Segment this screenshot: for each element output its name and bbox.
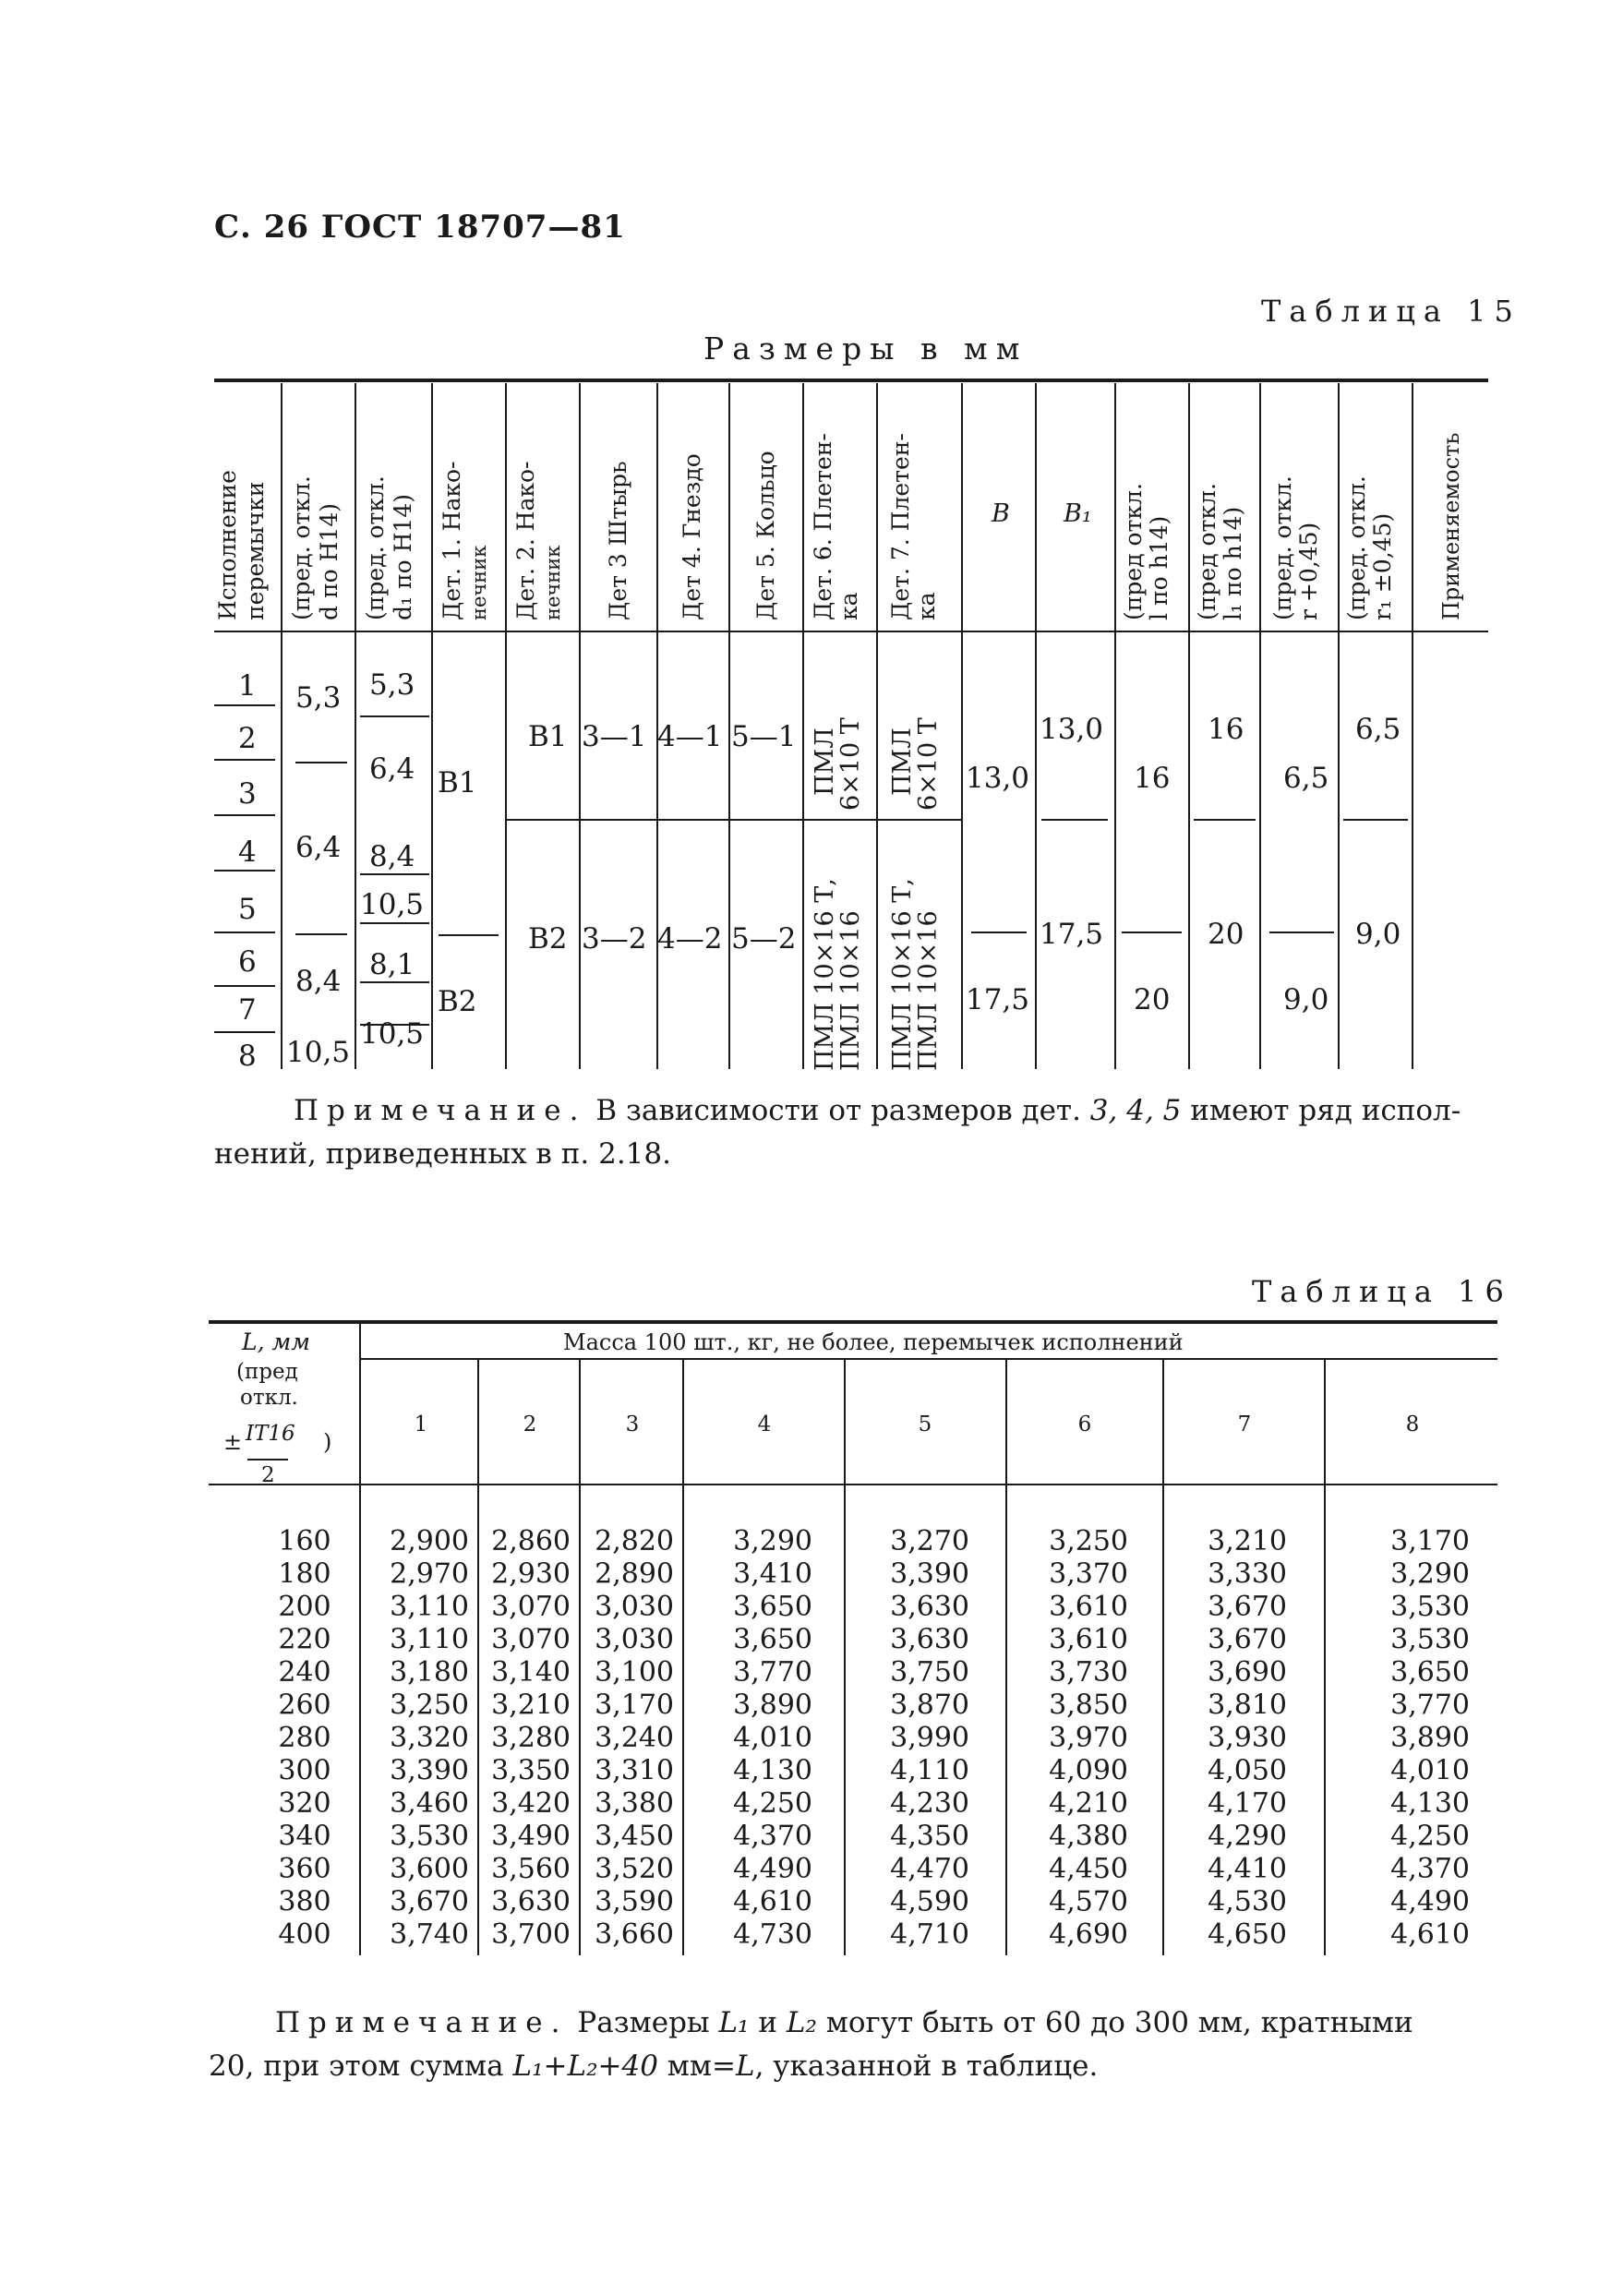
row-4: 4 bbox=[238, 835, 257, 869]
mass-cell: 3,600 bbox=[390, 1853, 469, 1885]
mass-cell: 3,670 bbox=[1208, 1623, 1287, 1656]
table15-units: Размеры в мм bbox=[703, 331, 1028, 367]
det7-pml-a: ПМЛ bbox=[888, 727, 917, 796]
mass-cell: 3,110 bbox=[390, 1623, 469, 1656]
mass-cell: 4,410 bbox=[1208, 1853, 1287, 1885]
row-5: 5 bbox=[238, 893, 257, 926]
h-det6-1: Дет. 6. Плетен- bbox=[810, 433, 836, 620]
mass-cell: 4,050 bbox=[1208, 1754, 1287, 1787]
mass-cell: 4,450 bbox=[1049, 1853, 1128, 1885]
det3-2: 3—2 bbox=[582, 922, 647, 956]
mass-cell: 3,560 bbox=[491, 1853, 571, 1885]
mass-cell: 3,520 bbox=[595, 1853, 674, 1885]
det7-6x10: 6×10 Т bbox=[914, 717, 943, 811]
B1-17-5: 17,5 bbox=[1040, 918, 1104, 951]
mass-cell: 4,610 bbox=[1390, 1918, 1470, 1951]
mass-cell: 4,610 bbox=[733, 1885, 812, 1918]
h-l-2: l по h14) bbox=[1146, 515, 1172, 620]
mass-cell: 3,030 bbox=[595, 1591, 674, 1623]
mass-cell: 4,710 bbox=[890, 1918, 969, 1951]
mass-cell: 3,280 bbox=[491, 1722, 571, 1754]
length-cell: 300 bbox=[278, 1754, 331, 1787]
h-d1-1: (пред. откл. bbox=[362, 475, 389, 620]
length-cell: 220 bbox=[278, 1623, 331, 1656]
det5-1: 5—1 bbox=[731, 720, 797, 753]
row-6: 6 bbox=[238, 945, 257, 979]
h-r-1: (пред. откл. bbox=[1269, 475, 1296, 620]
stub-pm: ± bbox=[223, 1429, 243, 1455]
mass-cell: 3,690 bbox=[1208, 1656, 1287, 1689]
h-l1-2: l₁ по h14) bbox=[1220, 506, 1246, 620]
mass-cell: 4,650 bbox=[1208, 1918, 1287, 1951]
length-cell: 280 bbox=[278, 1722, 331, 1754]
l1-20: 20 bbox=[1208, 918, 1244, 951]
l-20: 20 bbox=[1134, 983, 1171, 1016]
mass-cell: 3,850 bbox=[1049, 1689, 1128, 1722]
mass-cell: 4,010 bbox=[733, 1722, 812, 1754]
det1-b1: В1 bbox=[438, 766, 477, 799]
h-r1-2: r₁ ±0,45) bbox=[1369, 512, 1396, 620]
det4-2: 4—2 bbox=[657, 922, 723, 956]
mass-cell: 3,030 bbox=[595, 1623, 674, 1656]
table15-note-lead: Примечание. bbox=[294, 1094, 587, 1127]
l-16: 16 bbox=[1134, 762, 1171, 795]
h-l1-1: (пред откл. bbox=[1194, 483, 1220, 620]
mass-cell: 3,070 bbox=[491, 1623, 571, 1656]
d1-10-5a: 10,5 bbox=[360, 888, 425, 921]
d1-10-5b: 10,5 bbox=[360, 1017, 425, 1051]
det7-pml-c: ПМЛ 10×16 bbox=[914, 910, 943, 1071]
h-primenyaemost: Применяемость bbox=[1438, 432, 1464, 620]
mass-cell: 4,490 bbox=[733, 1853, 812, 1885]
mass-cell: 3,650 bbox=[733, 1591, 812, 1623]
d1-5-3: 5,3 bbox=[369, 668, 415, 702]
det6-6x10: 6×10 Т bbox=[836, 717, 865, 811]
mass-cell: 3,670 bbox=[390, 1885, 469, 1918]
length-cell: 320 bbox=[278, 1787, 331, 1820]
mass-cell: 4,250 bbox=[1390, 1820, 1470, 1853]
mass-cell: 3,730 bbox=[1049, 1656, 1128, 1689]
stub-2: 2 bbox=[261, 1463, 275, 1487]
h-det2-1: Дет. 2. Нако- bbox=[512, 461, 539, 620]
mass-cell: 4,370 bbox=[1390, 1853, 1470, 1885]
mass-cell: 4,130 bbox=[1390, 1787, 1470, 1820]
mass-cell: 3,890 bbox=[733, 1689, 812, 1722]
mass-cell: 4,210 bbox=[1049, 1787, 1128, 1820]
h-ispolnenie-2: перемычки bbox=[242, 481, 269, 620]
mass-cell: 3,110 bbox=[390, 1591, 469, 1623]
det4-1: 4—1 bbox=[657, 720, 723, 753]
h-det7-1: Дет. 7. Плетен- bbox=[887, 433, 914, 620]
mass-cell: 4,490 bbox=[1390, 1885, 1470, 1918]
mass-cell: 3,070 bbox=[491, 1591, 571, 1623]
mass-cell: 2,860 bbox=[491, 1525, 571, 1557]
mass-cell: 3,410 bbox=[733, 1557, 812, 1591]
col-3: 3 bbox=[625, 1412, 640, 1437]
B1-13-0: 13,0 bbox=[1040, 713, 1104, 746]
h-det7-2: ка bbox=[913, 592, 940, 620]
mass-cell: 3,420 bbox=[491, 1787, 571, 1820]
mass-cell: 3,650 bbox=[1390, 1656, 1470, 1689]
mass-cell: 3,290 bbox=[733, 1525, 812, 1557]
det6-pml-a: ПМЛ bbox=[811, 727, 839, 796]
d-6-4: 6,4 bbox=[295, 831, 342, 864]
d1-8-4: 8,4 bbox=[369, 840, 415, 873]
mass-cell: 4,380 bbox=[1049, 1820, 1128, 1853]
det3-1: 3—1 bbox=[582, 720, 647, 753]
mass-cell: 4,370 bbox=[733, 1820, 812, 1853]
length-cell: 240 bbox=[278, 1656, 331, 1689]
det6-pml-c: ПМЛ 10×16 bbox=[836, 910, 865, 1071]
h-ispolnenie-1: Исполнение bbox=[214, 470, 241, 620]
d1-6-4: 6,4 bbox=[369, 752, 415, 786]
mass-cell: 3,210 bbox=[1208, 1525, 1287, 1557]
mass-cell: 3,350 bbox=[491, 1754, 571, 1787]
mass-cell: 4,530 bbox=[1208, 1885, 1287, 1918]
mass-cell: 3,240 bbox=[595, 1722, 674, 1754]
d-8-4: 8,4 bbox=[295, 965, 342, 998]
stub-it16: IT16 bbox=[246, 1422, 295, 1446]
mass-cell: 3,590 bbox=[595, 1885, 674, 1918]
mass-cell: 3,140 bbox=[491, 1656, 571, 1689]
det7-pml-b: ПМЛ 10×16 Т, bbox=[888, 878, 917, 1071]
r1-9-0: 9,0 bbox=[1355, 918, 1401, 951]
stub-L: L, мм bbox=[242, 1328, 310, 1355]
mass-cell: 4,110 bbox=[890, 1754, 969, 1787]
mass-cell: 3,670 bbox=[1208, 1591, 1287, 1623]
mass-cell: 3,740 bbox=[390, 1918, 469, 1951]
col-6: 6 bbox=[1077, 1412, 1092, 1437]
h-det1-2: нечник bbox=[468, 545, 490, 620]
mass-cell: 3,870 bbox=[890, 1689, 969, 1722]
B-13-0: 13,0 bbox=[966, 762, 1030, 795]
table15-note-line2: нений, приведенных в п. 2.18. bbox=[214, 1137, 671, 1171]
mass-cell: 4,230 bbox=[890, 1787, 969, 1820]
row-2: 2 bbox=[238, 722, 257, 755]
length-cell: 360 bbox=[278, 1853, 331, 1885]
col-5: 5 bbox=[918, 1412, 932, 1437]
stub-paren: ) bbox=[323, 1429, 332, 1455]
mass-cell: 4,290 bbox=[1208, 1820, 1287, 1853]
mass-cell: 4,130 bbox=[733, 1754, 812, 1787]
table16-label: Таблица 16 bbox=[1252, 1274, 1512, 1309]
length-cell: 380 bbox=[278, 1885, 331, 1918]
stub-otkl: откл. bbox=[240, 1386, 298, 1410]
mass-cell: 3,990 bbox=[890, 1722, 969, 1754]
table15-note: Примечание. В зависимости от размеров дет. 3, 4, 5 имеют ряд испол- bbox=[294, 1094, 1461, 1127]
mass-cell: 3,630 bbox=[890, 1591, 969, 1623]
mass-cell: 3,490 bbox=[491, 1820, 571, 1853]
det2-b2: В2 bbox=[528, 922, 568, 956]
col-4: 4 bbox=[757, 1412, 772, 1437]
mass-cell: 3,180 bbox=[390, 1656, 469, 1689]
mass-cell: 3,450 bbox=[595, 1820, 674, 1853]
mass-cell: 3,320 bbox=[390, 1722, 469, 1754]
mass-cell: 4,590 bbox=[890, 1885, 969, 1918]
mass-cell: 3,630 bbox=[890, 1623, 969, 1656]
col-1: 1 bbox=[414, 1412, 428, 1437]
h-r-2: r +0,45) bbox=[1295, 522, 1322, 620]
r-9-0: 9,0 bbox=[1283, 983, 1329, 1016]
h-d-1: (пред. откл. bbox=[288, 475, 315, 620]
det2-b1: В1 bbox=[528, 720, 568, 753]
mass-cell: 3,530 bbox=[390, 1820, 469, 1853]
mass-cell: 3,310 bbox=[595, 1754, 674, 1787]
mass-cell: 4,570 bbox=[1049, 1885, 1128, 1918]
mass-cell: 3,700 bbox=[491, 1918, 571, 1951]
det1-b2: В2 bbox=[438, 985, 477, 1018]
mass-cell: 3,970 bbox=[1049, 1722, 1128, 1754]
col-7: 7 bbox=[1237, 1412, 1252, 1437]
mass-cell: 3,170 bbox=[595, 1689, 674, 1722]
mass-cell: 3,390 bbox=[890, 1557, 969, 1591]
det5-2: 5—2 bbox=[731, 922, 797, 956]
table15 bbox=[0, 0, 1623, 1145]
mass-cell: 3,370 bbox=[1049, 1557, 1128, 1591]
h-det4: Дет 4. Гнездо bbox=[679, 453, 705, 620]
table15-label: Таблица 15 bbox=[1261, 294, 1521, 329]
mass-cell: 3,170 bbox=[1390, 1525, 1470, 1557]
length-cell: 340 bbox=[278, 1820, 331, 1853]
page-header: С. 26 ГОСТ 18707—81 bbox=[214, 209, 626, 246]
mass-cell: 3,930 bbox=[1208, 1722, 1287, 1754]
mass-cell: 2,970 bbox=[390, 1557, 469, 1591]
mass-cell: 4,090 bbox=[1049, 1754, 1128, 1787]
mass-cell: 2,820 bbox=[595, 1525, 674, 1557]
mass-cell: 3,100 bbox=[595, 1656, 674, 1689]
length-cell: 160 bbox=[278, 1525, 331, 1557]
mass-cell: 3,460 bbox=[390, 1787, 469, 1820]
h-r1-1: (пред. откл. bbox=[1343, 475, 1370, 620]
h-det2-2: нечник bbox=[542, 545, 564, 620]
mass-cell: 2,930 bbox=[491, 1557, 571, 1591]
row-1: 1 bbox=[238, 669, 257, 703]
r1-6-5: 6,5 bbox=[1355, 713, 1401, 746]
mass-cell: 3,610 bbox=[1049, 1591, 1128, 1623]
mass-cell: 3,650 bbox=[733, 1623, 812, 1656]
h-det3: Дет 3 Штырь bbox=[605, 461, 631, 620]
mass-cell: 3,530 bbox=[1390, 1591, 1470, 1623]
mass-cell: 3,750 bbox=[890, 1656, 969, 1689]
length-cell: 180 bbox=[278, 1557, 331, 1591]
mass-cell: 4,350 bbox=[890, 1820, 969, 1853]
d1-8-1: 8,1 bbox=[369, 948, 415, 981]
d-10-5: 10,5 bbox=[286, 1036, 351, 1069]
mass-cell: 3,210 bbox=[491, 1689, 571, 1722]
table16-note-lead: Примечание. bbox=[275, 2006, 569, 2039]
h-det5: Дет 5. Кольцо bbox=[752, 451, 779, 620]
r-6-5: 6,5 bbox=[1283, 762, 1329, 795]
mass-cell: 3,770 bbox=[1390, 1689, 1470, 1722]
mass-cell: 4,690 bbox=[1049, 1918, 1128, 1951]
table16-note-line2: 20, при этом сумма L₁+L₂+40 мм=L, указанной в таблице. bbox=[209, 2050, 1099, 2083]
mass-cell: 2,900 bbox=[390, 1525, 469, 1557]
h-l-1: (пред откл. bbox=[1120, 483, 1147, 620]
mass-cell: 3,770 bbox=[733, 1656, 812, 1689]
mass-cell: 3,630 bbox=[491, 1885, 571, 1918]
h-B: B bbox=[992, 499, 1010, 528]
mass-cell: 4,010 bbox=[1390, 1754, 1470, 1787]
mass-cell: 4,250 bbox=[733, 1787, 812, 1820]
mass-cell: 3,270 bbox=[890, 1525, 969, 1557]
mass-cell: 3,530 bbox=[1390, 1623, 1470, 1656]
B-17-5: 17,5 bbox=[966, 983, 1030, 1016]
table16-caption: Масса 100 шт., кг, не более, перемычек исполнений bbox=[563, 1329, 1184, 1355]
mass-cell: 4,470 bbox=[890, 1853, 969, 1885]
mass-cell: 4,170 bbox=[1208, 1787, 1287, 1820]
table16-note: Примечание. Размеры L₁ и L₂ могут быть от 60 до 300 мм, кратными bbox=[275, 2006, 1413, 2039]
row-3: 3 bbox=[238, 777, 257, 811]
length-cell: 260 bbox=[278, 1689, 331, 1722]
stub-pred: (пред bbox=[236, 1360, 298, 1384]
col-2: 2 bbox=[523, 1412, 537, 1437]
mass-cell: 2,890 bbox=[595, 1557, 674, 1591]
l1-16: 16 bbox=[1208, 713, 1244, 746]
mass-cell: 3,380 bbox=[595, 1787, 674, 1820]
mass-cell: 3,250 bbox=[390, 1689, 469, 1722]
table16 bbox=[0, 1311, 1623, 1976]
h-det6-2: ка bbox=[836, 592, 862, 620]
mass-cell: 3,610 bbox=[1049, 1623, 1128, 1656]
det6-pml-b: ПМЛ 10×16 Т, bbox=[811, 878, 839, 1071]
mass-cell: 4,730 bbox=[733, 1918, 812, 1951]
h-d-2: d по H14) bbox=[316, 503, 343, 620]
mass-cell: 3,890 bbox=[1390, 1722, 1470, 1754]
length-cell: 400 bbox=[278, 1918, 331, 1951]
h-det1-1: Дет. 1. Нако- bbox=[439, 461, 465, 620]
row-7: 7 bbox=[238, 993, 257, 1027]
mass-cell: 3,290 bbox=[1390, 1557, 1470, 1591]
length-cell: 200 bbox=[278, 1591, 331, 1623]
mass-cell: 3,330 bbox=[1208, 1557, 1287, 1591]
mass-cell: 3,660 bbox=[595, 1918, 674, 1951]
mass-cell: 3,810 bbox=[1208, 1689, 1287, 1722]
col-8: 8 bbox=[1405, 1412, 1420, 1437]
h-B1: B₁ bbox=[1064, 499, 1092, 528]
mass-cell: 3,250 bbox=[1049, 1525, 1128, 1557]
mass-cell: 3,390 bbox=[390, 1754, 469, 1787]
d-5-3: 5,3 bbox=[295, 681, 342, 715]
h-d1-2: d₁ по H14) bbox=[390, 494, 416, 620]
row-8: 8 bbox=[238, 1040, 257, 1073]
